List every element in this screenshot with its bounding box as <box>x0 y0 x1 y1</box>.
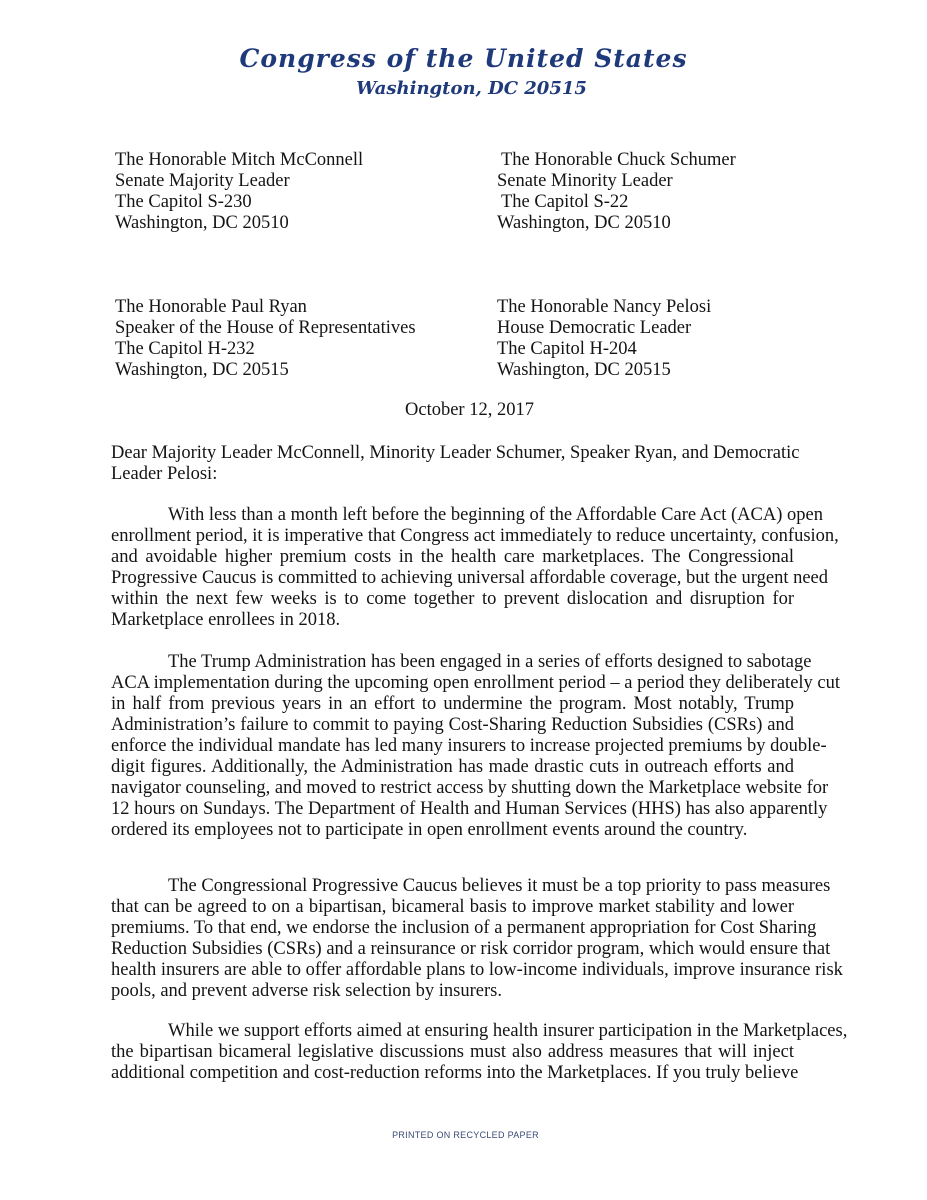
addr-line: Speaker of the House of Representatives <box>115 318 416 338</box>
addr-line: Senate Majority Leader <box>115 171 290 191</box>
paragraph-line: ACA implementation during the upcoming open enrollment period – a period they deliberately cut <box>111 673 841 693</box>
addr-line: The Honorable Paul Ryan <box>115 297 307 317</box>
paragraph-line: enforce the individual mandate has led many insurers to increase projected premiums by double- <box>111 736 827 756</box>
paragraph-line: the bipartisan bicameral legislative discussions must also address measures that will inject <box>111 1042 794 1062</box>
paragraph-line: Reduction Subsidies (CSRs) and a reinsurance or risk corridor program, which would ensure that <box>111 939 831 959</box>
addr-line: The Honorable Nancy Pelosi <box>497 297 712 317</box>
addr-line: The Capitol S-230 <box>115 192 252 212</box>
paragraph-line: While we support efforts aimed at ensuring health insurer participation in the Marketplaces, <box>168 1021 848 1041</box>
addressee-ryan <box>115 297 416 381</box>
addressee-mcconnell <box>115 150 363 234</box>
paragraph-4 <box>111 1021 848 1084</box>
addr-line: The Capitol H-204 <box>497 339 637 359</box>
paragraph-line: navigator counseling, and moved to restrict access by shutting down the Marketplace website for <box>111 778 829 798</box>
paragraph-2 <box>111 652 841 841</box>
paragraph-1 <box>111 505 839 631</box>
paragraph-line: in half from previous years in an effort to undermine the program. Most notably, Trump <box>111 694 794 714</box>
paragraph-line: premiums. To that end, we endorse the inclusion of a permanent appropriation for Cost Sharing <box>111 918 817 938</box>
paragraph-line: The Trump Administration has been engaged in a series of efforts designed to sabotage <box>168 652 812 672</box>
addr-line: The Capitol H-232 <box>115 339 255 359</box>
paragraph-line: The Congressional Progressive Caucus believes it must be a top priority to pass measures <box>168 876 831 896</box>
recycled-paper-footer: PRINTED ON RECYCLED PAPER <box>392 1130 539 1140</box>
paragraph-line: ordered its employees not to participate in open enrollment events around the country. <box>111 820 748 840</box>
addressee-schumer <box>497 150 736 234</box>
addr-line: Washington, DC 20510 <box>497 213 671 233</box>
paragraph-line: Progressive Caucus is committed to achieving universal affordable coverage, but the urgent need <box>111 568 829 588</box>
salutation-line: Leader Pelosi: <box>111 464 218 484</box>
addr-line: Washington, DC 20515 <box>115 360 289 380</box>
paragraph-line: enrollment period, it is imperative that Congress act immediately to reduce uncertainty, confusion, <box>111 526 839 546</box>
paragraph-3 <box>111 876 843 1002</box>
paragraph-line: health insurers are able to offer affordable plans to low-income individuals, improve insurance risk <box>111 960 843 980</box>
addr-line: House Democratic Leader <box>497 318 692 338</box>
paragraph-line: additional competition and cost-reduction reforms into the Marketplaces. If you truly believe <box>111 1063 799 1083</box>
addr-line: The Honorable Mitch McConnell <box>115 150 364 170</box>
addr-line: The Honorable Chuck Schumer <box>501 150 736 170</box>
paragraph-line: pools, and prevent adverse risk selection by insurers. <box>111 981 502 1001</box>
paragraph-line: With less than a month left before the beginning of the Affordable Care Act (ACA) open <box>168 505 823 525</box>
paragraph-line: Marketplace enrollees in 2018. <box>111 610 341 630</box>
paragraph-line: that can be agreed to on a bipartisan, bicameral basis to improve market stability and lower <box>111 897 794 917</box>
letterhead-title: Congress of the United States <box>239 44 688 73</box>
letterhead-subtitle: Washington, DC 20515 <box>356 78 587 99</box>
addr-line: Washington, DC 20510 <box>115 213 289 233</box>
addressee-pelosi <box>497 297 711 381</box>
letter-date: October 12, 2017 <box>405 400 534 420</box>
salutation <box>111 443 800 485</box>
paragraph-line: digit figures. Additionally, the Administration has made drastic cuts in outreach efforts and <box>111 757 794 777</box>
paragraph-line: and avoidable higher premium costs in the health care marketplaces. The Congressional <box>111 547 794 567</box>
addr-line: Senate Minority Leader <box>497 171 673 191</box>
paragraph-line: within the next few weeks is to come together to prevent dislocation and disruption for <box>111 589 794 609</box>
addr-line: Washington, DC 20515 <box>497 360 671 380</box>
paragraph-line: Administration’s failure to commit to paying Cost-Sharing Reduction Subsidies (CSRs) and <box>111 715 794 735</box>
addr-line: The Capitol S-22 <box>501 192 629 212</box>
salutation-line: Dear Majority Leader McConnell, Minority Leader Schumer, Speaker Ryan, and Democratic <box>111 443 800 463</box>
paragraph-line: 12 hours on Sundays. The Department of Health and Human Services (HHS) has also apparently <box>111 799 828 819</box>
